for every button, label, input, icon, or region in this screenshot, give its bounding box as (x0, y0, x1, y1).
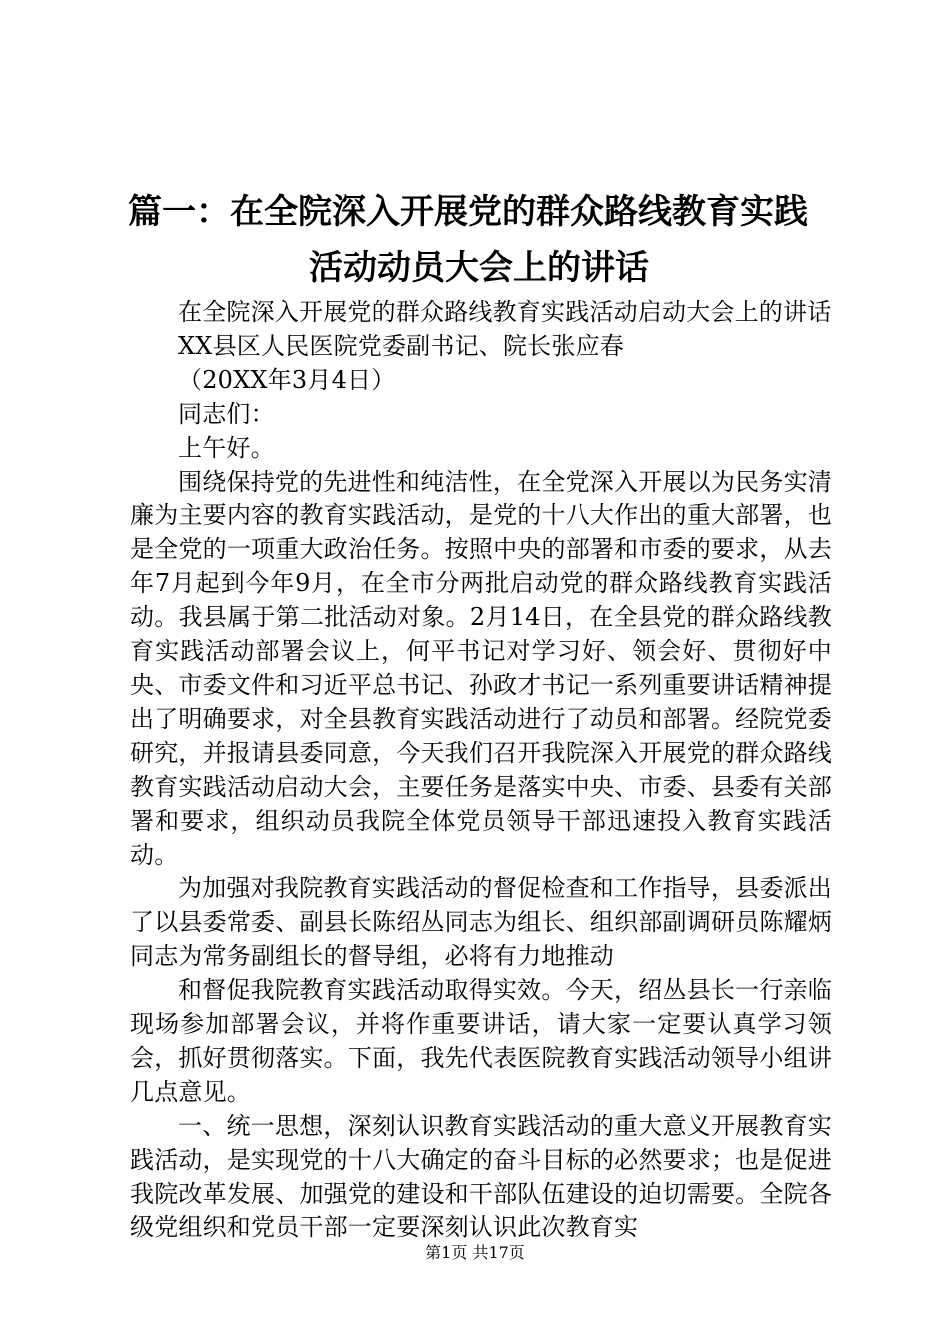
page-number-footer: 第1页 共17页 (425, 1243, 525, 1262)
body-paragraph: 为加强对我院教育实践活动的督促检查和工作指导，县委派出了以县委常委、副县长陈绍丛同志为组长、组织部副调研员陈耀炳同志为常务副组长的督导组，必将有力地推动 (130, 874, 832, 971)
document-title-line-1: 篇一：在全院深入开展党的群众路线教育实践 (128, 192, 808, 232)
salutation: 同志们： (178, 399, 275, 428)
section-one-paragraph: 一、统一思想，深刻认识教育实践活动的重大意义开展教育实践活动，是实现党的十八大确定的奋斗目标的必然要求；也是促进我院改革发展、加强党的建设和干部队伍建设的迫切需要。全院各级党组织和党员干部一定要深刻认识此次教育实 (130, 1111, 832, 1242)
speech-heading: 在全院深入开展党的群众路线教育实践活动启动大会上的讲话 (178, 298, 832, 326)
date-line: （20XX年3月4日） (178, 365, 396, 394)
document-body (130, 296, 832, 1245)
body-paragraph: 和督促我院教育实践活动取得实效。今天，绍丛县长一行亲临现场参加部署会议，并将作重要讲话，请大家一定要认真学习领会，抓好贯彻落实。下面，我先代表医院教育实践活动领导小组讲几点意见。 (130, 976, 832, 1106)
speaker-line: XX县区人民医院党委副书记、院长张应春 (178, 331, 624, 360)
greeting: 上午好。 (178, 433, 275, 462)
document-title-line-2: 活动动员大会上的讲话 (309, 248, 649, 288)
body-paragraph: 围绕保持党的先进性和纯洁性，在全党深入开展以为民务实清廉为主要内容的教育实践活动，是党的十八大作出的重大部署，也是全党的一项重大政治任务。按照中央的部署和市委的要求，从去年7月起到今年9月，在全市分两批启动党的群众路线教育实践活动。我县属于第二批活动对象。2月14日，在全县党的群众路线教育实践活动部署会议上，何平书记对学习好、领会好、贯彻好中央、市委文件和习近平总书记、孙政才书记一系列重要讲话精神提出了明确要求，对全县教育实践活动进行了动员和部署。经院党委研究，并报请县委同意，今天我们召开我院深入开展党的群众路线教育实践活动启动大会，主要任务是落实中央、市委、县委有关部署和要求，组织动员我院全体党员领导干部迅速投入教育实践活动。 (130, 467, 832, 869)
